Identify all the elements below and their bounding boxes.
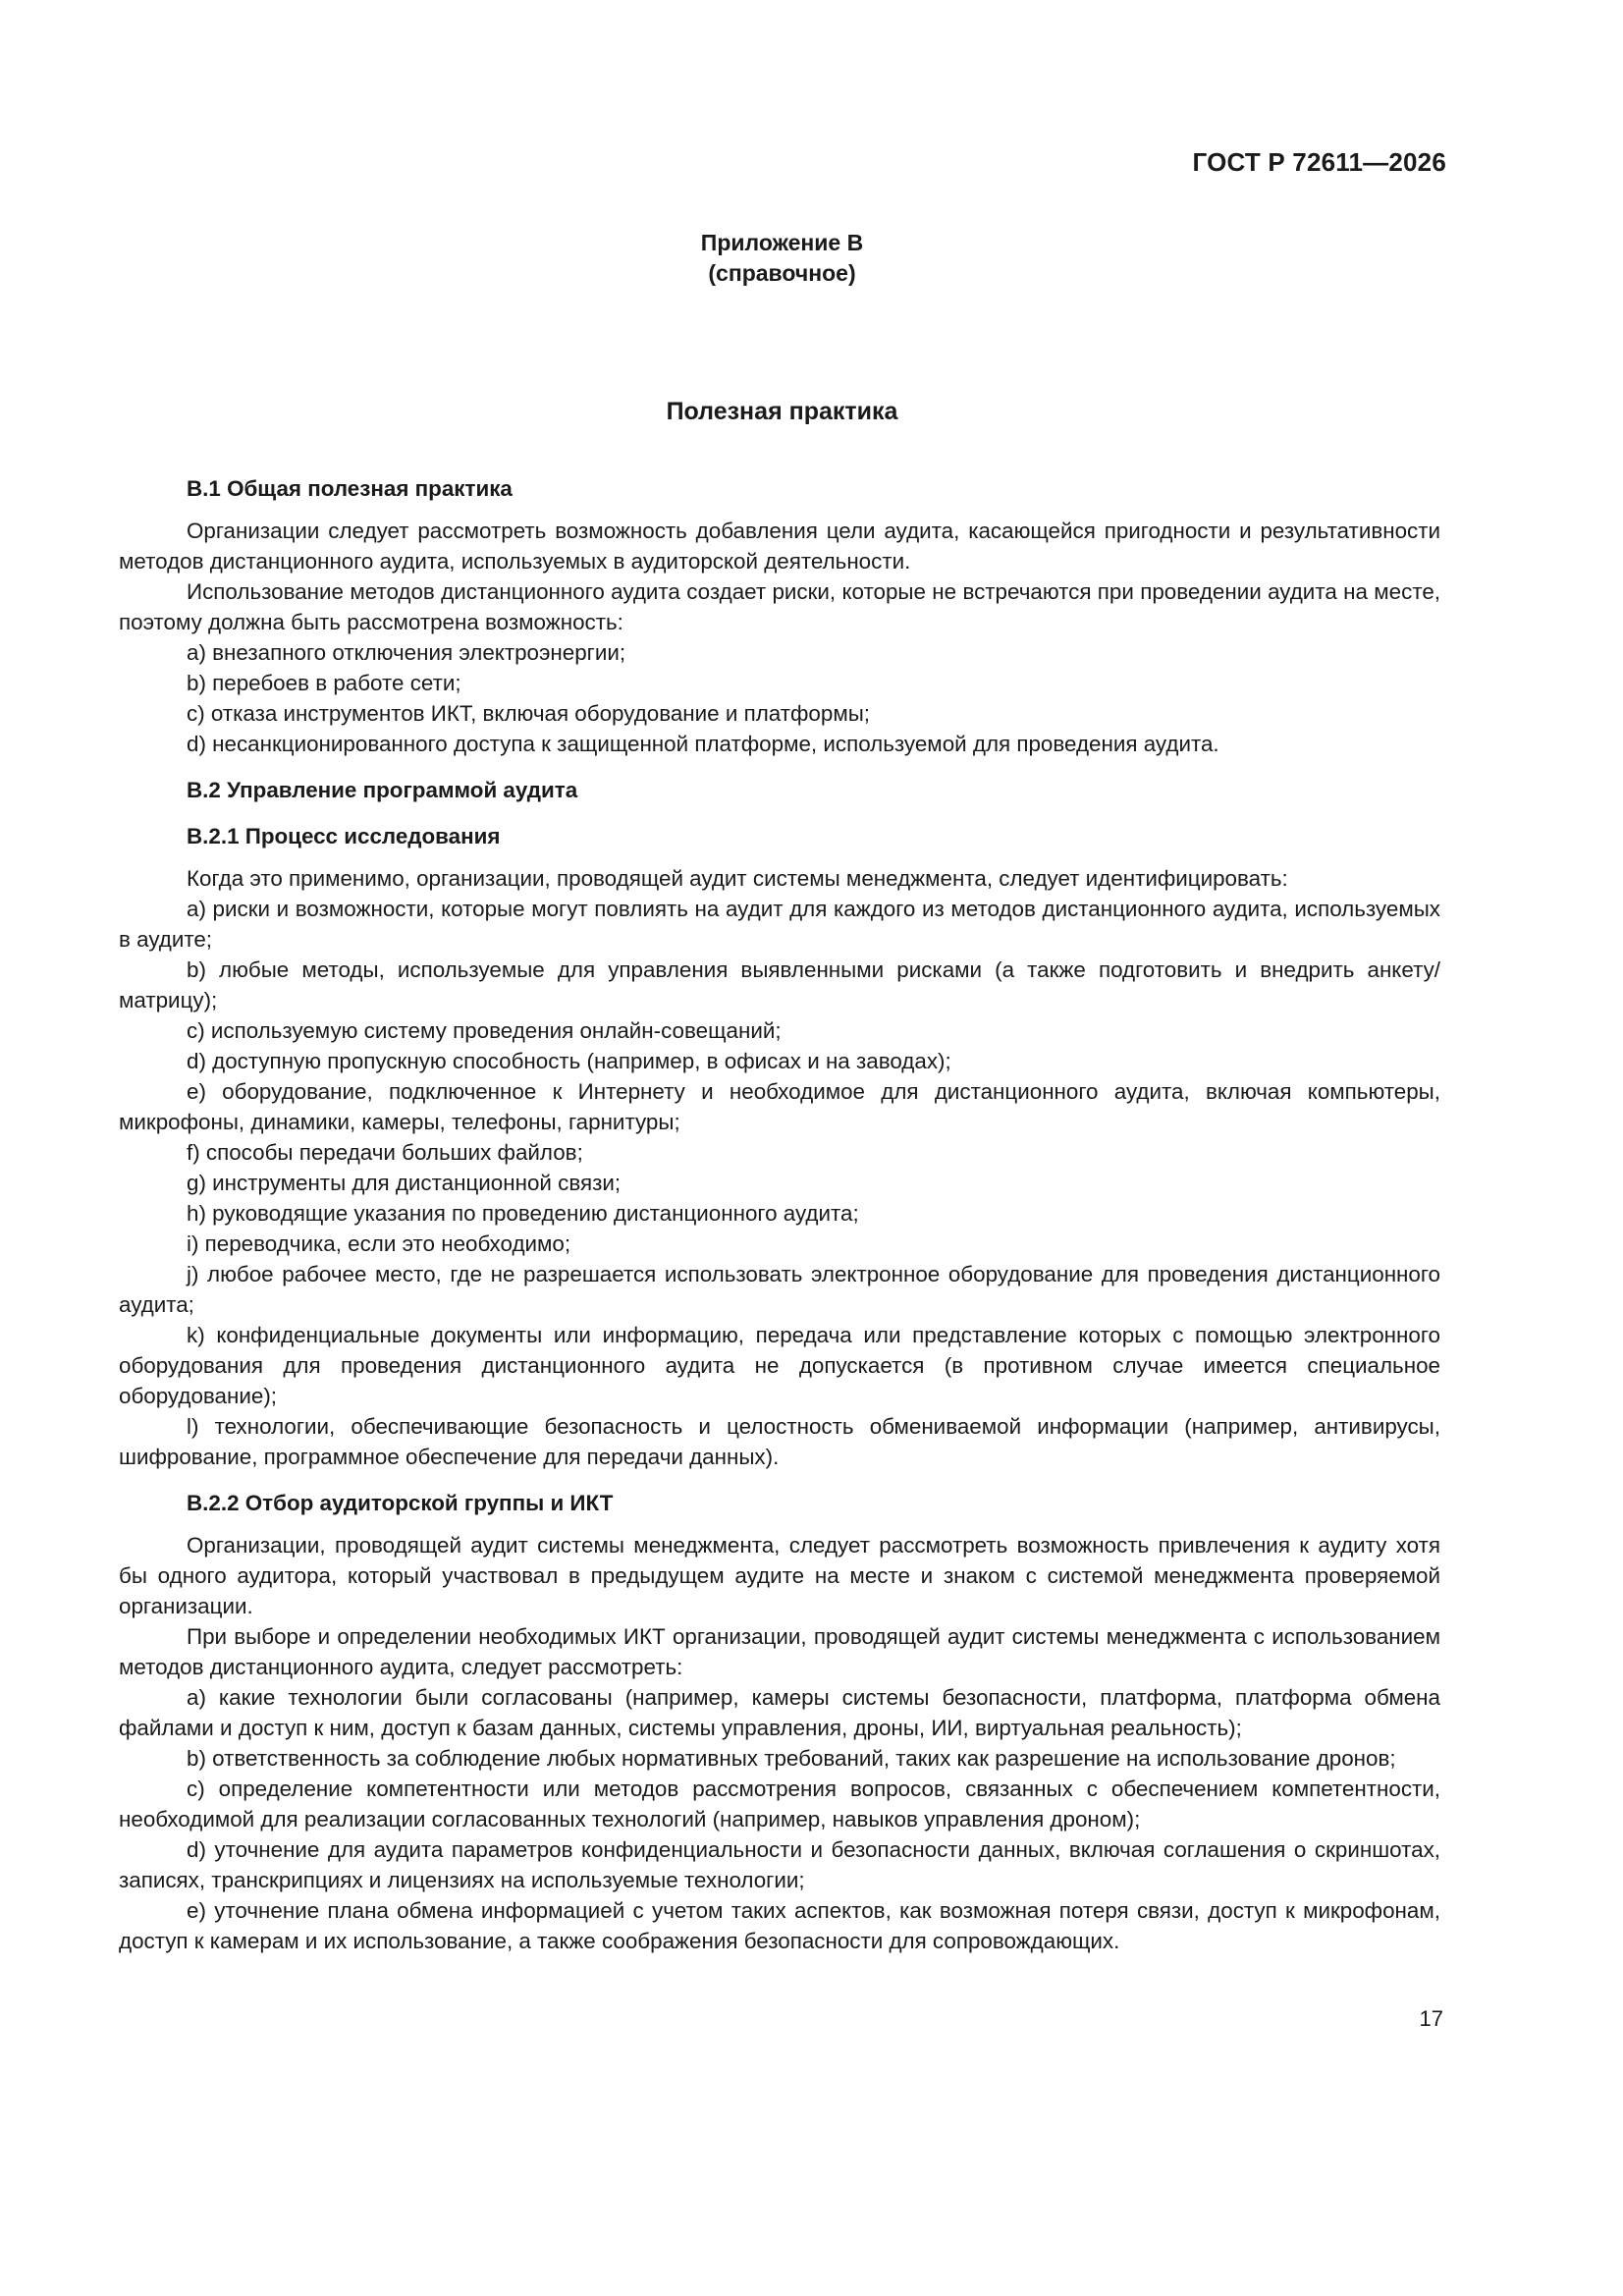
list-item: d) уточнение для аудита параметров конфиденциальности и безопасности данных, включая соглашения о скриншотах, записях, транскрипциях и лицензиях на используемые технологии;: [119, 1837, 1440, 1892]
list-item: b) любые методы, используемые для управления выявленными рисками (а также подготовить и внедрить анкету/матрицу);: [119, 957, 1440, 1012]
document-content: [119, 473, 1440, 1956]
list-item: c) отказа инструментов ИКТ, включая оборудование и платформы;: [187, 701, 871, 726]
list-item: k) конфиденциальные документы или информацию, передача или представление которых с помощью электронного оборудования для проведения дистанционного аудита не допускается (в противном случае имеется специальное оборудование);: [119, 1323, 1440, 1408]
list-item: c) используемую систему проведения онлайн-совещаний;: [187, 1018, 782, 1043]
appendix-type: (справочное): [708, 260, 856, 286]
list-item: b) перебоев в работе сети;: [187, 671, 461, 695]
page-number: 17: [1419, 2006, 1443, 2031]
paragraph: Организации следует рассмотреть возможность добавления цели аудита, касающейся пригодности и результативности методов дистанционного аудита, используемых в аудиторской деятельности.: [119, 519, 1440, 574]
list-item: e) оборудование, подключенное к Интернету и необходимое для дистанционного аудита, включая компьютеры, микрофоны, динамики, камеры, телефоны, гарнитуры;: [119, 1079, 1440, 1134]
list-item: a) внезапного отключения электроэнергии;: [187, 640, 626, 665]
list-item: d) доступную пропускную способность (например, в офисах и на заводах);: [187, 1049, 951, 1073]
appendix-heading: [0, 228, 1564, 289]
list-item: h) руководящие указания по проведению дистанционного аудита;: [187, 1201, 859, 1226]
section-title: Полезная практика: [666, 398, 898, 425]
heading-b2: В.2 Управление программой аудита: [187, 778, 578, 802]
list-item: f) способы передачи больших файлов;: [187, 1140, 583, 1165]
list-item: a) риски и возможности, которые могут повлиять на аудит для каждого из методов дистанционного аудита, используемых в аудите;: [119, 897, 1440, 952]
list-item: i) переводчика, если это необходимо;: [187, 1231, 571, 1256]
heading-b22: В.2.2 Отбор аудиторской группы и ИКТ: [187, 1491, 614, 1515]
list-item: d) несанкционированного доступа к защищенной платформе, используемой для проведения аудита.: [187, 732, 1219, 756]
list-item: j) любое рабочее место, где не разрешается использовать электронное оборудование для проведения дистанционного аудита;: [119, 1262, 1440, 1317]
list-item: g) инструменты для дистанционной связи;: [187, 1171, 622, 1195]
list-item: c) определение компетентности или методов рассмотрения вопросов, связанных с обеспечением компетентности, необходимой для реализации согласованных технологий (например, навыков управления дроном);: [119, 1777, 1440, 1831]
list-item: a) какие технологии были согласованы (например, камеры системы безопасности, платформа, платформа обмена файлами и доступ к ним, доступ к базам данных, системы управления, дроны, ИИ, виртуальная реальность);: [119, 1685, 1440, 1740]
list-item: b) ответственность за соблюдение любых нормативных требований, таких как разрешение на использование дронов;: [187, 1746, 1396, 1771]
paragraph: Когда это применимо, организации, проводящей аудит системы менеджмента, следует идентифицировать:: [187, 866, 1288, 891]
list-item: l) технологии, обеспечивающие безопасность и целостность обмениваемой информации (например, антивирусы, шифрование, программное обеспечение для передачи данных).: [119, 1414, 1440, 1469]
appendix-title: Приложение В: [700, 230, 864, 255]
list-item: e) уточнение плана обмена информацией с учетом таких аспектов, как возможная потеря связи, доступ к микрофонам, доступ к камерам и их использование, а также соображения безопасности для сопровождающих.: [119, 1898, 1440, 1953]
paragraph: Организации, проводящей аудит системы менеджмента, следует рассмотреть возможность привлечения к аудиту хотя бы одного аудитора, который участвовал в предыдущем аудите на месте и знаком с системой менеджмента проверяемой организации.: [119, 1533, 1440, 1618]
heading-b21: В.2.1 Процесс исследования: [187, 824, 501, 848]
paragraph: При выборе и определении необходимых ИКТ организации, проводящей аудит системы менеджмента с использованием методов дистанционного аудита, следует рассмотреть:: [119, 1624, 1440, 1679]
paragraph: Использование методов дистанционного аудита создает риски, которые не встречаются при проведении аудита на месте, поэтому должна быть рассмотрена возможность:: [119, 579, 1440, 634]
heading-b1: В.1 Общая полезная практика: [187, 476, 513, 501]
standard-code: ГОСТ Р 72611—2026: [1192, 147, 1446, 177]
